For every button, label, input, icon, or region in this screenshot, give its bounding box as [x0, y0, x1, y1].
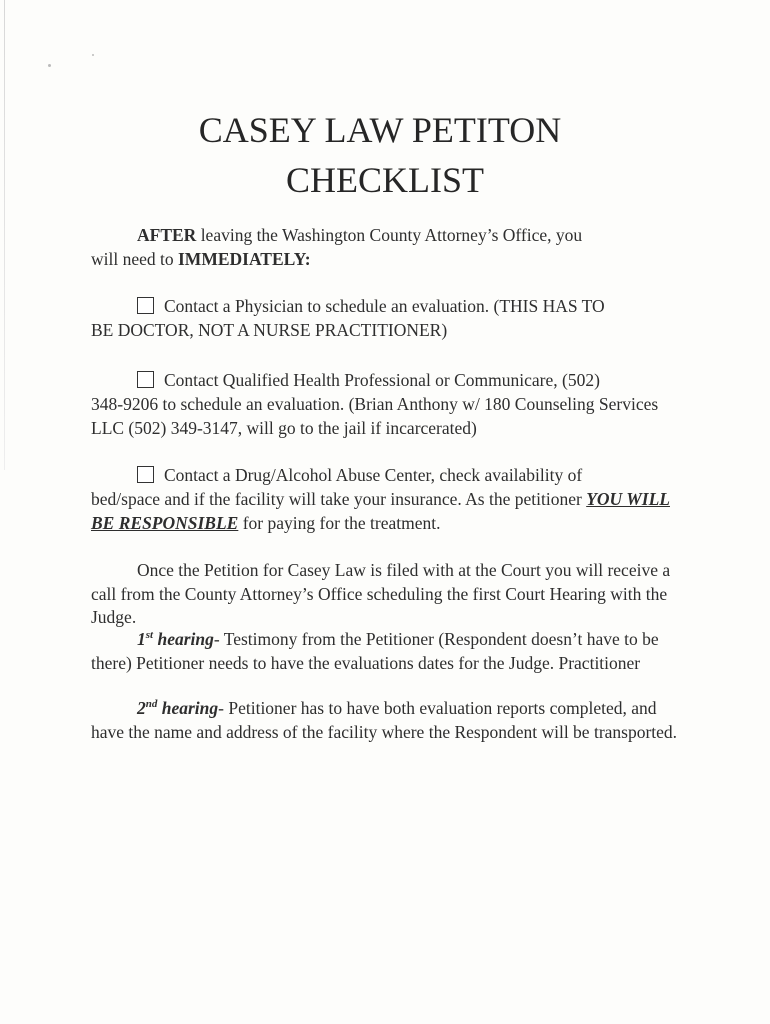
first-hearing-text: - Testimony from the Petitioner (Respondent doesn’t have to be there) Petitioner needs to have the evaluations dates for the Judge. Practitioner — [91, 629, 659, 673]
first-hearing-paragraph — [91, 628, 681, 675]
checklist-item-health-professional — [91, 368, 681, 440]
court-notice-paragraph: Once the Petition for Casey Law is filed with at the Court you will receive a call from the County Attorney’s Office scheduling the first Court Hearing with the Judge. — [91, 560, 671, 627]
checklist-item-line1: Contact a Physician to schedule an evaluation. (THIS HAS TO — [164, 296, 605, 316]
checklist-item-first-line — [91, 463, 681, 487]
second-hearing-label — [137, 698, 218, 718]
intro-text-1: leaving the Washington County Attorney’s Office, you — [196, 225, 583, 245]
first-hearing-suffix: st — [145, 629, 154, 642]
second-hearing-word: hearing — [157, 698, 219, 718]
checklist-item-rest: 348-9206 to schedule an evaluation. (Brian Anthony w/ 180 Counseling Services LLC (502) 349-3147, will go to the jail if incarcerated) — [91, 394, 659, 438]
scan-edge-line — [4, 0, 5, 470]
checklist-item-first-line — [91, 294, 681, 318]
first-hearing-ordinal: 1 — [137, 629, 146, 649]
intro-text-2: will need to — [91, 248, 178, 269]
checkbox-health-professional[interactable] — [137, 371, 154, 388]
document-title-line-1: CASEY LAW PETITON — [198, 110, 562, 150]
second-hearing-text: - Petitioner has to have both evaluation reports completed, and have the name and address of the facility where the Respondent will be transported. — [91, 698, 678, 742]
intro-bold-lead: AFTER — [137, 225, 197, 245]
checklist-item-rest: BE DOCTOR, NOT A NURSE PRACTITIONER) — [91, 320, 448, 340]
scan-speck — [48, 64, 51, 67]
second-hearing-paragraph — [91, 697, 681, 744]
first-hearing-label — [137, 629, 214, 649]
document-title-line-2: CHECKLIST — [286, 160, 484, 200]
checkbox-abuse-center[interactable] — [137, 466, 154, 483]
scan-speck — [92, 54, 94, 56]
checklist-item-abuse-center — [91, 463, 681, 535]
checklist-item-rest-post: for paying for the treatment. — [238, 513, 441, 533]
first-hearing-word: hearing — [153, 629, 214, 649]
intro-paragraph — [91, 224, 681, 271]
checklist-item-line1: Contact Qualified Health Professional or Communicare, (502) — [164, 370, 600, 390]
checklist-item-physician — [91, 294, 681, 342]
checkbox-physician[interactable] — [137, 297, 154, 314]
intro-bold-end: IMMEDIATELY: — [178, 248, 311, 269]
second-hearing-ordinal: 2 — [137, 698, 146, 718]
intro-line-1 — [91, 224, 681, 248]
checklist-item-line1: Contact a Drug/Alcohol Abuse Center, check availability of — [164, 465, 583, 485]
checklist-item-first-line — [91, 368, 681, 392]
second-hearing-suffix: nd — [145, 698, 158, 711]
responsibility-emphasis: YOU WILL BE RESPONSIBLE — [91, 489, 670, 533]
checklist-item-rest: bed/space and if the facility will take your insurance. As the petitioner — [91, 489, 587, 509]
